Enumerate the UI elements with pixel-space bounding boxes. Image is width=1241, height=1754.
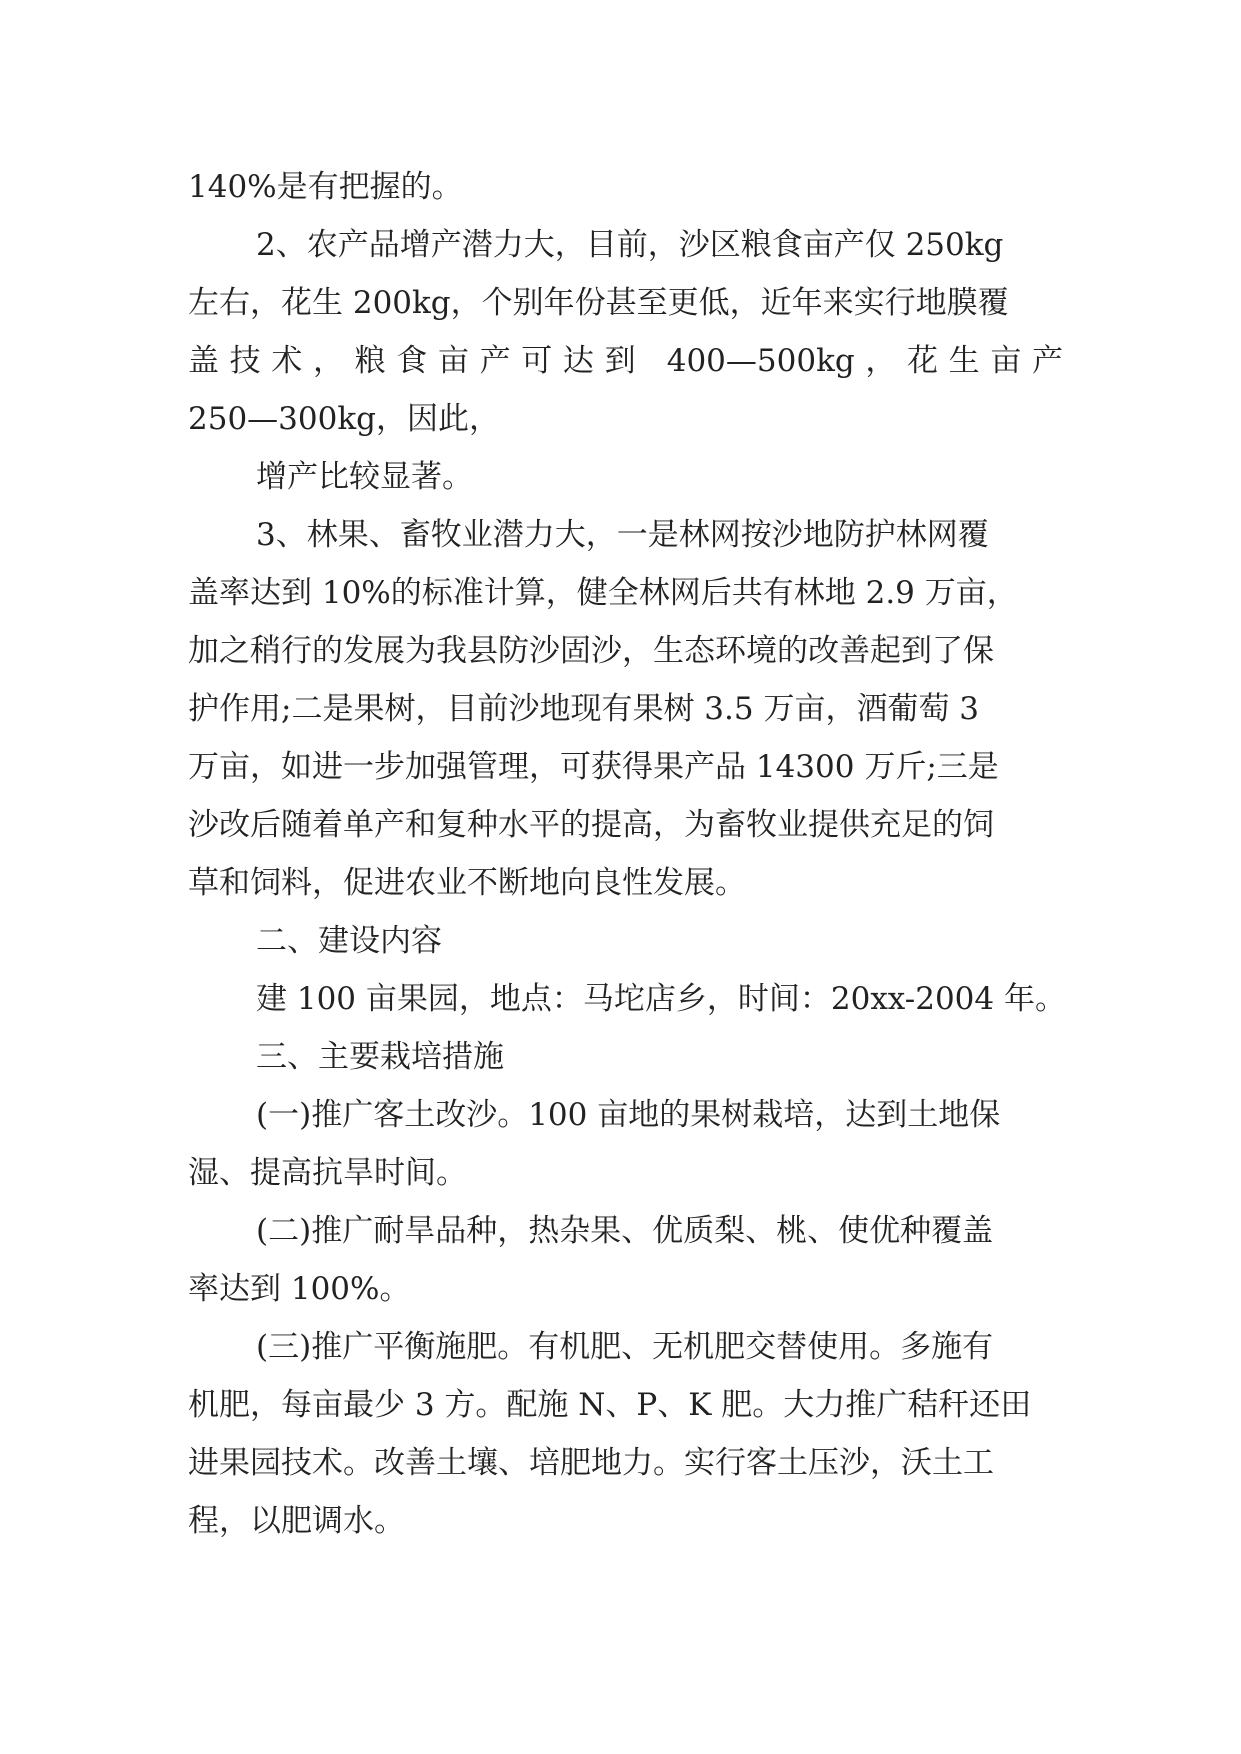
text-line: 万亩，如进一步加强管理，可获得果产品 14300 万斤;三是 [188, 749, 999, 785]
text-line: 机肥，每亩最少 3 方。配施 N、P、K 肥。大力推广秸秆还田 [188, 1387, 1032, 1423]
text-line: 左右，花生 200kg，个别年份甚至更低，近年来实行地膜覆 [188, 285, 1009, 321]
text-line: (一)推广客土改沙。100 亩地的果树栽培，达到土地保 [256, 1097, 1001, 1133]
text-line: 3、林果、畜牧业潜力大，一是林网按沙地防护林网覆 [256, 517, 989, 553]
text-line: 250—300kg，因此， [188, 401, 500, 437]
text-line: 140%是有把握的。 [188, 169, 463, 205]
text-line: 加之稍行的发展为我县防沙固沙，生态环境的改善起到了保 [188, 633, 994, 669]
text-line: 盖率达到 10%的标准计算，健全林网后共有林地 2.9 万亩， [188, 575, 1018, 611]
text-line: 建 100 亩果园，地点：马坨店乡，时间：20xx-2004 年。 [256, 981, 1066, 1017]
text-line: (二)推广耐旱品种，热杂果、优质梨、桃、使优种覆盖 [256, 1213, 994, 1249]
text-line: 进果园技术。改善土壤、培肥地力。实行客土压沙，沃土工 [188, 1445, 994, 1481]
text-line: 增产比较显著。 [256, 459, 473, 495]
text-line: 盖技术，粮食亩产可达到 400—500kg，花生亩产 [188, 343, 1063, 379]
text-line: (三)推广平衡施肥。有机肥、无机肥交替使用。多施有 [256, 1329, 994, 1365]
text-line: 程，以肥调水。 [188, 1503, 405, 1539]
text-line: 湿、提高抗旱时间。 [188, 1155, 467, 1191]
text-line: 草和饲料，促进农业不断地向良性发展。 [188, 865, 746, 901]
text-line: 率达到 100%。 [188, 1271, 411, 1307]
text-line: 2、农产品增产潜力大，目前，沙区粮食亩产仅 250kg [256, 227, 1004, 263]
text-line: 护作用;二是果树，目前沙地现有果树 3.5 万亩，酒葡萄 3 [188, 691, 980, 727]
document-body [188, 158, 1066, 1550]
text-line: 沙改后随着单产和复种水平的提高，为畜牧业提供充足的饲 [188, 807, 994, 843]
text-line: 二、建设内容 [256, 923, 442, 959]
text-line: 三、主要栽培措施 [256, 1039, 504, 1075]
